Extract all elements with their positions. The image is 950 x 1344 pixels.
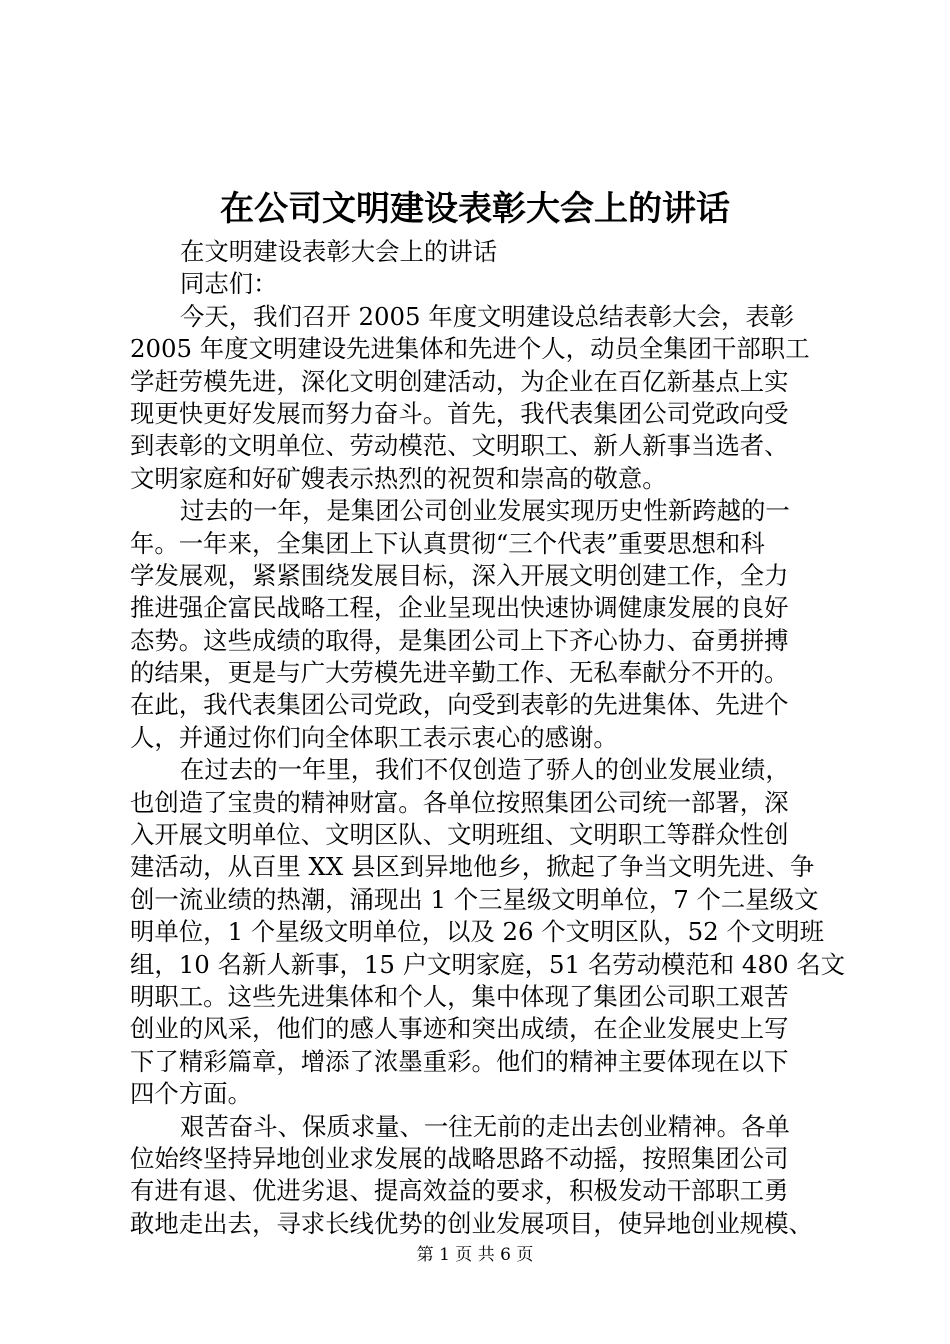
body-line: 在过去的一年里，我们不仅创造了骄人的创业发展业绩， — [180, 755, 790, 785]
body-line: 人，并通过你们向全体职工表示衷心的感谢。 — [130, 722, 618, 752]
body-line: 今天，我们召开 2005 年度文明建设总结表彰大会，表彰 — [180, 301, 795, 331]
body-line: 到表彰的文明单位、劳动模范、文明职工、新人新事当选者、 — [130, 431, 789, 461]
body-line: 在此，我代表集团公司党政，向受到表彰的先进集体、先进个 — [130, 690, 789, 720]
body-line: 入开展文明单位、文明区队、文明班组、文明职工等群众性创 — [130, 820, 789, 850]
body-line: 四个方面。 — [130, 1079, 252, 1109]
body-line: 也创造了宝贵的精神财富。各单位按照集团公司统一部署，深 — [130, 787, 789, 817]
body-line: 位始终坚持异地创业求发展的战略思路不动摇，按照集团公司 — [130, 1143, 789, 1173]
body-line: 过去的一年，是集团公司创业发展实现历史性新跨越的一 — [180, 496, 790, 526]
body-line: 2005 年度文明建设先进集体和先进个人，动员全集团干部职工 — [130, 334, 810, 364]
body-line: 文明家庭和好矿嫂表示热烈的祝贺和崇高的敬意。 — [130, 463, 667, 493]
body-line: 现更快更好发展而努力奋斗。首先，我代表集团公司党政向受 — [130, 398, 789, 428]
body-line: 学发展观，紧紧围绕发展目标，深入开展文明创建工作，全力 — [130, 560, 789, 590]
body-line: 的结果，更是与广大劳模先进辛勤工作、无私奉献分不开的。 — [130, 658, 789, 688]
document-body — [130, 236, 846, 1240]
body-line: 在文明建设表彰大会上的讲话 — [180, 237, 498, 266]
body-line: 有进有退、优进劣退、提高效益的要求，积极发动干部职工勇 — [130, 1176, 789, 1206]
body-line: 明单位，1 个星级文明单位，以及 26 个文明区队，52 个文明班 — [130, 917, 824, 947]
body-line: 态势。这些成绩的取得，是集团公司上下齐心协力、奋勇拼搏 — [130, 625, 789, 655]
body-line: 下了精彩篇章，增添了浓墨重彩。他们的精神主要体现在以下 — [130, 1046, 789, 1076]
body-line: 创一流业绩的热潮，涌现出 1 个三星级文明单位，7 个二星级文 — [130, 884, 819, 914]
body-line: 组，10 名新人新事，15 户文明家庭，51 名劳动模范和 480 名文 — [130, 949, 846, 979]
body-line: 敢地走出去，寻求长线优势的创业发展项目，使异地创业规模、 — [130, 1208, 813, 1238]
body-line: 学赶劳模先进，深化文明创建活动，为企业在百亿新基点上实 — [130, 366, 789, 396]
page-number-footer: 第 1 页 共 6 页 — [416, 1245, 534, 1265]
body-line: 年。一年来，全集团上下认真贯彻“三个代表”重要思想和科 — [130, 528, 765, 558]
document-title: 在公司文明建设表彰大会上的讲话 — [220, 189, 730, 229]
body-line: 艰苦奋斗、保质求量、一往无前的走出去创业精神。各单 — [180, 1111, 790, 1141]
body-line: 明职工。这些先进集体和个人，集中体现了集团公司职工艰苦 — [130, 981, 789, 1011]
body-line: 创业的风采，他们的感人事迹和突出成绩，在企业发展史上写 — [130, 1014, 789, 1044]
body-line: 建活动，从百里 XX 县区到异地他乡，掀起了争当文明先进、争 — [130, 852, 815, 882]
body-line: 同志们： — [180, 269, 278, 299]
body-line: 推进强企富民战略工程，企业呈现出快速协调健康发展的良好 — [130, 593, 789, 623]
